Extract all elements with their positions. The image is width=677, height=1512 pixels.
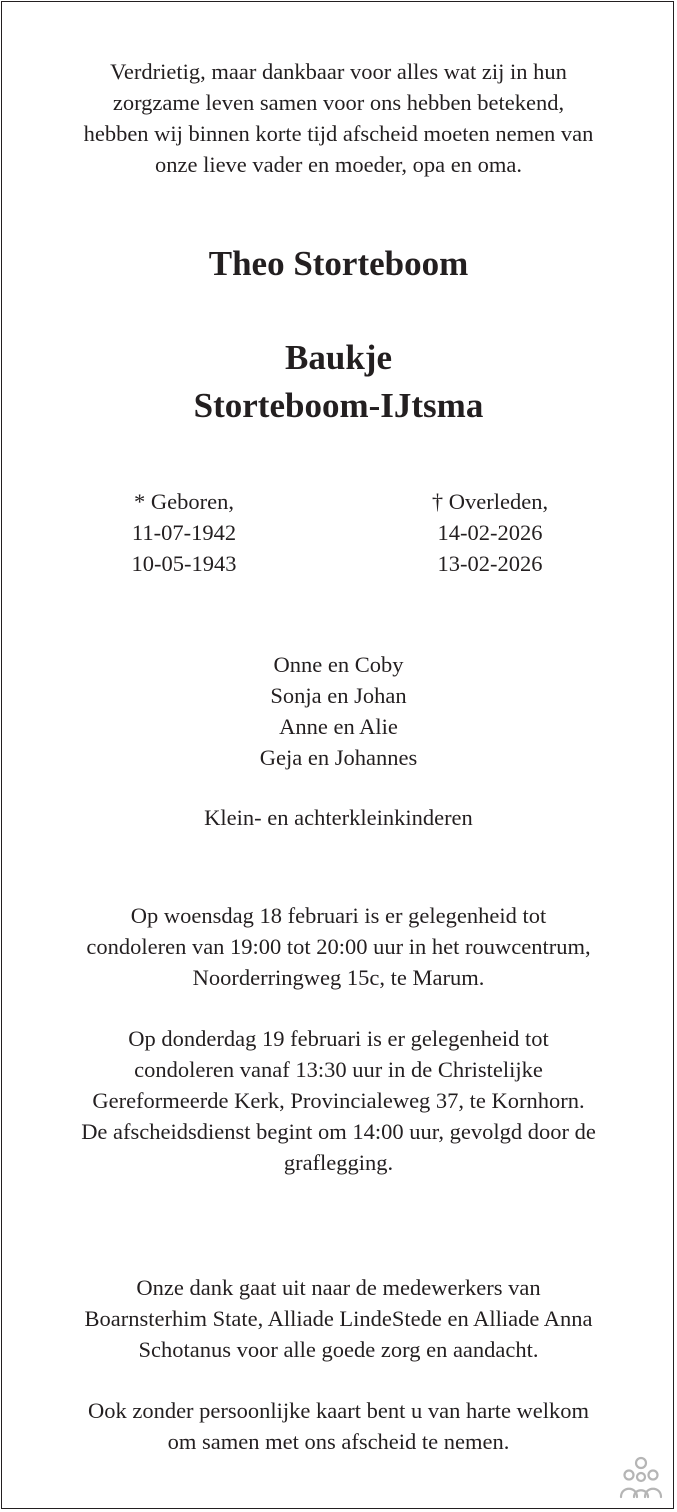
died-dates <box>360 486 620 579</box>
condolence-line: Noorderringweg 15c, te Marum. <box>192 965 485 990</box>
intro-line: hebben wij binnen korte tijd afscheid moeten nemen van <box>83 121 594 146</box>
condolence-line: Op donderdag 19 februari is er gelegenheid tot <box>128 1026 549 1051</box>
condolence-line: graflegging. <box>283 1150 394 1175</box>
born-date: 10-05-1943 <box>131 551 237 576</box>
thanks-paragraph <box>0 1272 677 1365</box>
children-list <box>0 649 677 773</box>
child-couple: Onne en Coby <box>273 652 404 677</box>
child-couple: Geja en Johannes <box>259 745 418 770</box>
condolence-line: condoleren vanaf 13:30 uur in de Christelijke <box>134 1057 543 1082</box>
welcome-paragraph <box>0 1395 677 1457</box>
born-label: * Geboren, <box>134 489 234 514</box>
deceased-name-2-first: Baukje <box>285 338 392 377</box>
thanks-line: Onze dank gaat uit naar de medewerkers van <box>136 1275 541 1300</box>
deceased-name-1: Theo Storteboom <box>208 244 469 283</box>
intro-line: onze lieve vader en moeder, opa en oma. <box>154 152 523 177</box>
thanks-line: Boarnsterhim State, Alliade LindeStede en Alliade Anna <box>84 1306 593 1331</box>
died-date: 13-02-2026 <box>437 551 543 576</box>
thanks-line: Schotanus voor alle goede zorg en aandacht. <box>138 1337 539 1362</box>
born-dates <box>54 486 314 579</box>
intro-line: zorgzame leven samen voor ons hebben betekend, <box>112 90 565 115</box>
condolence-line: condoleren van 19:00 tot 20:00 uur in het rouwcentrum, <box>86 934 591 959</box>
deceased-name-2-last: Storteboom-IJtsma <box>193 386 484 425</box>
condolence-line: De afscheidsdienst begint om 14:00 uur, gevolgd door de <box>81 1119 596 1144</box>
child-couple: Sonja en Johan <box>270 683 407 708</box>
condolence-paragraph-2 <box>0 1023 677 1178</box>
condolence-line: Gereformeerde Kerk, Provincialeweg 37, te Kornhorn. <box>92 1088 585 1113</box>
child-couple: Anne en Alie <box>279 714 398 739</box>
welcome-line: Ook zonder persoonlijke kaart bent u van harte welkom <box>87 1398 590 1423</box>
born-date: 11-07-1942 <box>131 520 237 545</box>
died-label: † Overleden, <box>431 489 549 514</box>
condolence-line: Op woensdag 18 februari is er gelegenheid tot <box>130 903 547 928</box>
intro-paragraph <box>0 56 677 180</box>
welcome-line: om samen met ons afscheid te nemen. <box>167 1429 510 1454</box>
grandchildren-text: Klein- en achterkleinkinderen <box>204 805 473 830</box>
intro-line: Verdrietig, maar dankbaar voor alles wat zij in hun <box>110 59 567 84</box>
grandchildren <box>0 802 677 833</box>
family-group-icon <box>618 1455 664 1499</box>
condolence-paragraph-1 <box>0 900 677 993</box>
died-date: 14-02-2026 <box>437 520 543 545</box>
